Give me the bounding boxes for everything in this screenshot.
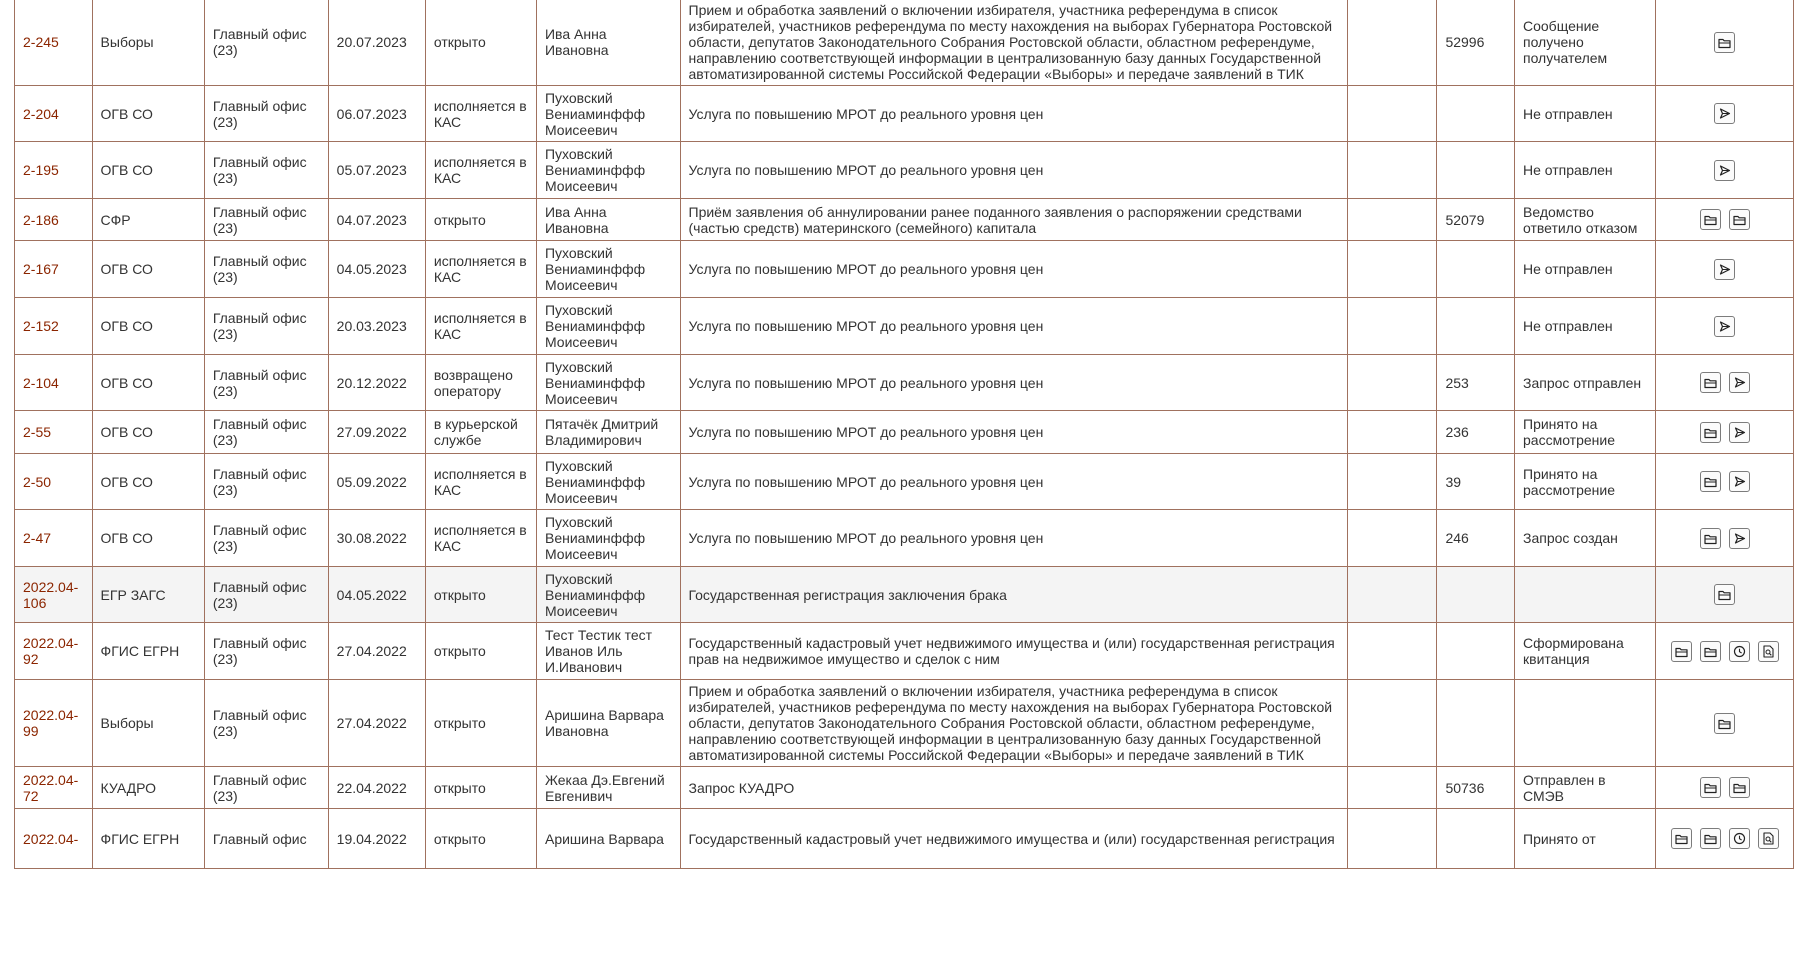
send-icon[interactable]: [1714, 103, 1735, 124]
request-number[interactable]: 2-167: [15, 241, 93, 298]
agency-cell: Выборы: [92, 0, 204, 86]
office-cell: Главный офис (23): [204, 767, 328, 809]
request-number[interactable]: 2-152: [15, 298, 93, 355]
request-id-cell: 52079: [1437, 199, 1515, 241]
date-cell: 19.04.2022: [328, 809, 425, 869]
request-id-cell: [1437, 623, 1515, 680]
request-id-cell: [1437, 567, 1515, 623]
date-cell: 30.08.2022: [328, 510, 425, 567]
date-cell: 06.07.2023: [328, 86, 425, 142]
folder-icon[interactable]: [1700, 641, 1721, 662]
agency-cell: ФГИС ЕГРН: [92, 623, 204, 680]
operator-cell: Ива Анна Ивановна: [536, 199, 680, 241]
actions-cell: [1656, 355, 1794, 411]
actions-cell: [1656, 680, 1794, 767]
state-cell: возвращено оператору: [425, 355, 536, 411]
extra-cell: [1348, 199, 1437, 241]
operator-cell: Аришина Варвара Ивановна: [536, 680, 680, 767]
operator-cell: Пятачёк Дмитрий Владимирович: [536, 411, 680, 454]
office-cell: Главный офис (23): [204, 298, 328, 355]
date-cell: 05.09.2022: [328, 454, 425, 510]
state-cell: в курьерской службе: [425, 411, 536, 454]
folder-icon[interactable]: [1714, 584, 1735, 605]
folder-icon[interactable]: [1700, 372, 1721, 393]
office-cell: Главный офис (23): [204, 355, 328, 411]
date-cell: 27.04.2022: [328, 623, 425, 680]
request-id-cell: 52996: [1437, 0, 1515, 86]
service-cell: Услуга по повышению МРОТ до реального уровня цен: [680, 241, 1348, 298]
service-cell: Государственная регистрация заключения брака: [680, 567, 1348, 623]
office-cell: Главный офис (23): [204, 623, 328, 680]
state-cell: открыто: [425, 0, 536, 86]
service-cell: Услуга по повышению МРОТ до реального уровня цен: [680, 142, 1348, 199]
folder-icon[interactable]: [1671, 641, 1692, 662]
office-cell: Главный офис (23): [204, 241, 328, 298]
date-cell: 22.04.2022: [328, 767, 425, 809]
agency-cell: ОГВ СО: [92, 86, 204, 142]
service-cell: Услуга по повышению МРОТ до реального уровня цен: [680, 355, 1348, 411]
operator-cell: Пуховский Вениаминффф Моисеевич: [536, 510, 680, 567]
agency-cell: ОГВ СО: [92, 241, 204, 298]
send-icon[interactable]: [1729, 471, 1750, 492]
request-id-cell: [1437, 142, 1515, 199]
request-status-cell: Не отправлен: [1515, 86, 1656, 142]
folder-icon[interactable]: [1700, 777, 1721, 798]
request-status-cell: Принято от: [1515, 809, 1656, 869]
operator-cell: Пуховский Вениаминффф Моисеевич: [536, 355, 680, 411]
table-row[interactable]: [15, 199, 1794, 241]
request-number[interactable]: 2-47: [15, 510, 93, 567]
send-icon[interactable]: [1714, 316, 1735, 337]
agency-cell: КУАДРО: [92, 767, 204, 809]
office-cell: Главный офис (23): [204, 411, 328, 454]
request-status-cell: [1515, 680, 1656, 767]
clock-icon[interactable]: [1729, 828, 1750, 849]
operator-cell: Пуховский Вениаминффф Моисеевич: [536, 86, 680, 142]
actions-cell: [1656, 623, 1794, 680]
extra-cell: [1348, 767, 1437, 809]
table-row[interactable]: [15, 241, 1794, 298]
date-cell: 20.07.2023: [328, 0, 425, 86]
agency-cell: ОГВ СО: [92, 510, 204, 567]
operator-cell: Ива Анна Ивановна: [536, 0, 680, 86]
operator-cell: Аришина Варвара: [536, 809, 680, 869]
request-number[interactable]: 2022.04-72: [15, 767, 93, 809]
operator-cell: Жекаа Дэ.Евгений Евгенивич: [536, 767, 680, 809]
actions-cell: [1656, 567, 1794, 623]
service-cell: Услуга по повышению МРОТ до реального уровня цен: [680, 411, 1348, 454]
actions-cell: [1656, 454, 1794, 510]
request-id-cell: [1437, 241, 1515, 298]
request-status-cell: Принято на рассмотрение: [1515, 454, 1656, 510]
table-row[interactable]: [15, 298, 1794, 355]
request-number[interactable]: 2022.04-99: [15, 680, 93, 767]
state-cell: исполняется в КАС: [425, 454, 536, 510]
extra-cell: [1348, 510, 1437, 567]
date-cell: 27.04.2022: [328, 680, 425, 767]
service-cell: Приём заявления об аннулировании ранее поданного заявления о распоряжении средствами (частью средств) материнского (семейного) капитала: [680, 199, 1348, 241]
actions-cell: [1656, 0, 1794, 86]
actions-cell: [1656, 86, 1794, 142]
request-status-cell: Принято на рассмотрение: [1515, 411, 1656, 454]
date-cell: 20.12.2022: [328, 355, 425, 411]
table-row[interactable]: [15, 767, 1794, 809]
table-row[interactable]: [15, 0, 1794, 86]
agency-cell: ФГИС ЕГРН: [92, 809, 204, 869]
request-number[interactable]: 2-55: [15, 411, 93, 454]
document-search-icon[interactable]: [1758, 828, 1779, 849]
table-row[interactable]: [15, 567, 1794, 623]
operator-cell: Тест Тестик тест Иванов Иль И.Иванович: [536, 623, 680, 680]
request-id-cell: 253: [1437, 355, 1515, 411]
extra-cell: [1348, 355, 1437, 411]
request-status-cell: Не отправлен: [1515, 298, 1656, 355]
operator-cell: Пуховский Вениаминффф Моисеевич: [536, 241, 680, 298]
actions-cell: [1656, 411, 1794, 454]
table-row[interactable]: [15, 510, 1794, 567]
extra-cell: [1348, 567, 1437, 623]
state-cell: открыто: [425, 623, 536, 680]
folder-icon[interactable]: [1729, 777, 1750, 798]
date-cell: 20.03.2023: [328, 298, 425, 355]
office-cell: Главный офис: [204, 809, 328, 869]
extra-cell: [1348, 86, 1437, 142]
request-number[interactable]: 2022.04-: [15, 809, 93, 869]
requests-table: [14, 0, 1794, 869]
state-cell: открыто: [425, 199, 536, 241]
date-cell: 04.05.2022: [328, 567, 425, 623]
service-cell: Прием и обработка заявлений о включении избирателя, участника референдума в список избирателей, участников референдума по месту нахождения на выборах Губернатора Ростовской области, депутатов Законодательного Собрания Ростовской области, областном референдуме, направлению соответствующей информации в централизованную базу данных Государственной автоматизированной системы Российской Федерации «Выборы» и передаче заявлений в ТИК: [680, 0, 1348, 86]
table-row[interactable]: [15, 355, 1794, 411]
send-icon[interactable]: [1729, 528, 1750, 549]
table-row[interactable]: [15, 809, 1794, 869]
office-cell: Главный офис (23): [204, 86, 328, 142]
actions-cell: [1656, 241, 1794, 298]
service-cell: Запрос КУАДРО: [680, 767, 1348, 809]
actions-cell: [1656, 767, 1794, 809]
folder-icon[interactable]: [1714, 32, 1735, 53]
request-status-cell: Запрос создан: [1515, 510, 1656, 567]
request-status-cell: Запрос отправлен: [1515, 355, 1656, 411]
agency-cell: ЕГР ЗАГС: [92, 567, 204, 623]
extra-cell: [1348, 623, 1437, 680]
send-icon[interactable]: [1729, 372, 1750, 393]
folder-icon[interactable]: [1700, 422, 1721, 443]
office-cell: Главный офис (23): [204, 454, 328, 510]
request-number[interactable]: 2022.04-106: [15, 567, 93, 623]
agency-cell: ОГВ СО: [92, 142, 204, 199]
service-cell: Услуга по повышению МРОТ до реального уровня цен: [680, 454, 1348, 510]
agency-cell: ОГВ СО: [92, 355, 204, 411]
document-search-icon[interactable]: [1758, 641, 1779, 662]
office-cell: Главный офис (23): [204, 0, 328, 86]
agency-cell: ОГВ СО: [92, 411, 204, 454]
operator-cell: Пуховский Вениаминффф Моисеевич: [536, 142, 680, 199]
request-status-cell: Отправлен в СМЭВ: [1515, 767, 1656, 809]
office-cell: Главный офис (23): [204, 567, 328, 623]
extra-cell: [1348, 241, 1437, 298]
folder-icon[interactable]: [1700, 828, 1721, 849]
agency-cell: ОГВ СО: [92, 454, 204, 510]
state-cell: исполняется в КАС: [425, 142, 536, 199]
request-number[interactable]: 2-245: [15, 0, 93, 86]
send-icon[interactable]: [1729, 422, 1750, 443]
date-cell: 05.07.2023: [328, 142, 425, 199]
state-cell: открыто: [425, 809, 536, 869]
request-id-cell: [1437, 680, 1515, 767]
state-cell: исполняется в КАС: [425, 298, 536, 355]
state-cell: исполняется в КАС: [425, 241, 536, 298]
table-row[interactable]: [15, 680, 1794, 767]
request-id-cell: [1437, 809, 1515, 869]
request-id-cell: 50736: [1437, 767, 1515, 809]
extra-cell: [1348, 0, 1437, 86]
table-row[interactable]: [15, 411, 1794, 454]
office-cell: Главный офис (23): [204, 142, 328, 199]
request-status-cell: Ведомство ответило отказом: [1515, 199, 1656, 241]
request-status-cell: Сформирована квитанция: [1515, 623, 1656, 680]
state-cell: открыто: [425, 567, 536, 623]
state-cell: исполняется в КАС: [425, 510, 536, 567]
folder-icon[interactable]: [1729, 209, 1750, 230]
state-cell: исполняется в КАС: [425, 86, 536, 142]
extra-cell: [1348, 142, 1437, 199]
state-cell: открыто: [425, 767, 536, 809]
extra-cell: [1348, 298, 1437, 355]
agency-cell: ОГВ СО: [92, 298, 204, 355]
agency-cell: СФР: [92, 199, 204, 241]
folder-icon[interactable]: [1700, 528, 1721, 549]
actions-cell: [1656, 809, 1794, 869]
date-cell: 04.07.2023: [328, 199, 425, 241]
office-cell: Главный офис (23): [204, 199, 328, 241]
request-id-cell: 236: [1437, 411, 1515, 454]
request-status-cell: [1515, 567, 1656, 623]
actions-cell: [1656, 142, 1794, 199]
request-status-cell: Не отправлен: [1515, 142, 1656, 199]
request-id-cell: 39: [1437, 454, 1515, 510]
agency-cell: Выборы: [92, 680, 204, 767]
request-number[interactable]: 2-50: [15, 454, 93, 510]
service-cell: Государственный кадастровый учет недвижимого имущества и (или) государственная регистрация прав на недвижимое имущество и сделок с ним: [680, 623, 1348, 680]
send-icon[interactable]: [1714, 259, 1735, 280]
extra-cell: [1348, 809, 1437, 869]
table-row[interactable]: [15, 142, 1794, 199]
actions-cell: [1656, 199, 1794, 241]
request-number[interactable]: 2022.04-92: [15, 623, 93, 680]
folder-icon[interactable]: [1714, 713, 1735, 734]
operator-cell: Пуховский Вениаминффф Моисеевич: [536, 567, 680, 623]
extra-cell: [1348, 411, 1437, 454]
extra-cell: [1348, 680, 1437, 767]
office-cell: Главный офис (23): [204, 510, 328, 567]
folder-icon[interactable]: [1671, 828, 1692, 849]
service-cell: Услуга по повышению МРОТ до реального уровня цен: [680, 298, 1348, 355]
state-cell: открыто: [425, 680, 536, 767]
table-row[interactable]: [15, 86, 1794, 142]
send-icon[interactable]: [1714, 160, 1735, 181]
request-id-cell: 246: [1437, 510, 1515, 567]
request-number[interactable]: 2-186: [15, 199, 93, 241]
operator-cell: Пуховский Вениаминффф Моисеевич: [536, 454, 680, 510]
operator-cell: Пуховский Вениаминффф Моисеевич: [536, 298, 680, 355]
service-cell: Государственный кадастровый учет недвижимого имущества и (или) государственная регистрация: [680, 809, 1348, 869]
office-cell: Главный офис (23): [204, 680, 328, 767]
folder-icon[interactable]: [1700, 209, 1721, 230]
date-cell: 04.05.2023: [328, 241, 425, 298]
request-id-cell: [1437, 298, 1515, 355]
service-cell: Услуга по повышению МРОТ до реального уровня цен: [680, 510, 1348, 567]
table-row[interactable]: [15, 454, 1794, 510]
request-status-cell: Не отправлен: [1515, 241, 1656, 298]
request-number[interactable]: 2-204: [15, 86, 93, 142]
date-cell: 27.09.2022: [328, 411, 425, 454]
table-row[interactable]: [15, 623, 1794, 680]
service-cell: Прием и обработка заявлений о включении избирателя, участника референдума в список избирателей, участников референдума по месту нахождения на выборах Губернатора Ростовской области, депутатов Законодательного Собрания Ростовской области, областном референдуме, направлению соответствующей информации в централизованную базу данных Государственной автоматизированной системы Российской Федерации «Выборы» и передаче заявлений в ТИК: [680, 680, 1348, 767]
clock-icon[interactable]: [1729, 641, 1750, 662]
actions-cell: [1656, 510, 1794, 567]
request-number[interactable]: 2-104: [15, 355, 93, 411]
folder-icon[interactable]: [1700, 471, 1721, 492]
request-status-cell: Сообщение получено получателем: [1515, 0, 1656, 86]
actions-cell: [1656, 298, 1794, 355]
service-cell: Услуга по повышению МРОТ до реального уровня цен: [680, 86, 1348, 142]
request-id-cell: [1437, 86, 1515, 142]
extra-cell: [1348, 454, 1437, 510]
request-number[interactable]: 2-195: [15, 142, 93, 199]
